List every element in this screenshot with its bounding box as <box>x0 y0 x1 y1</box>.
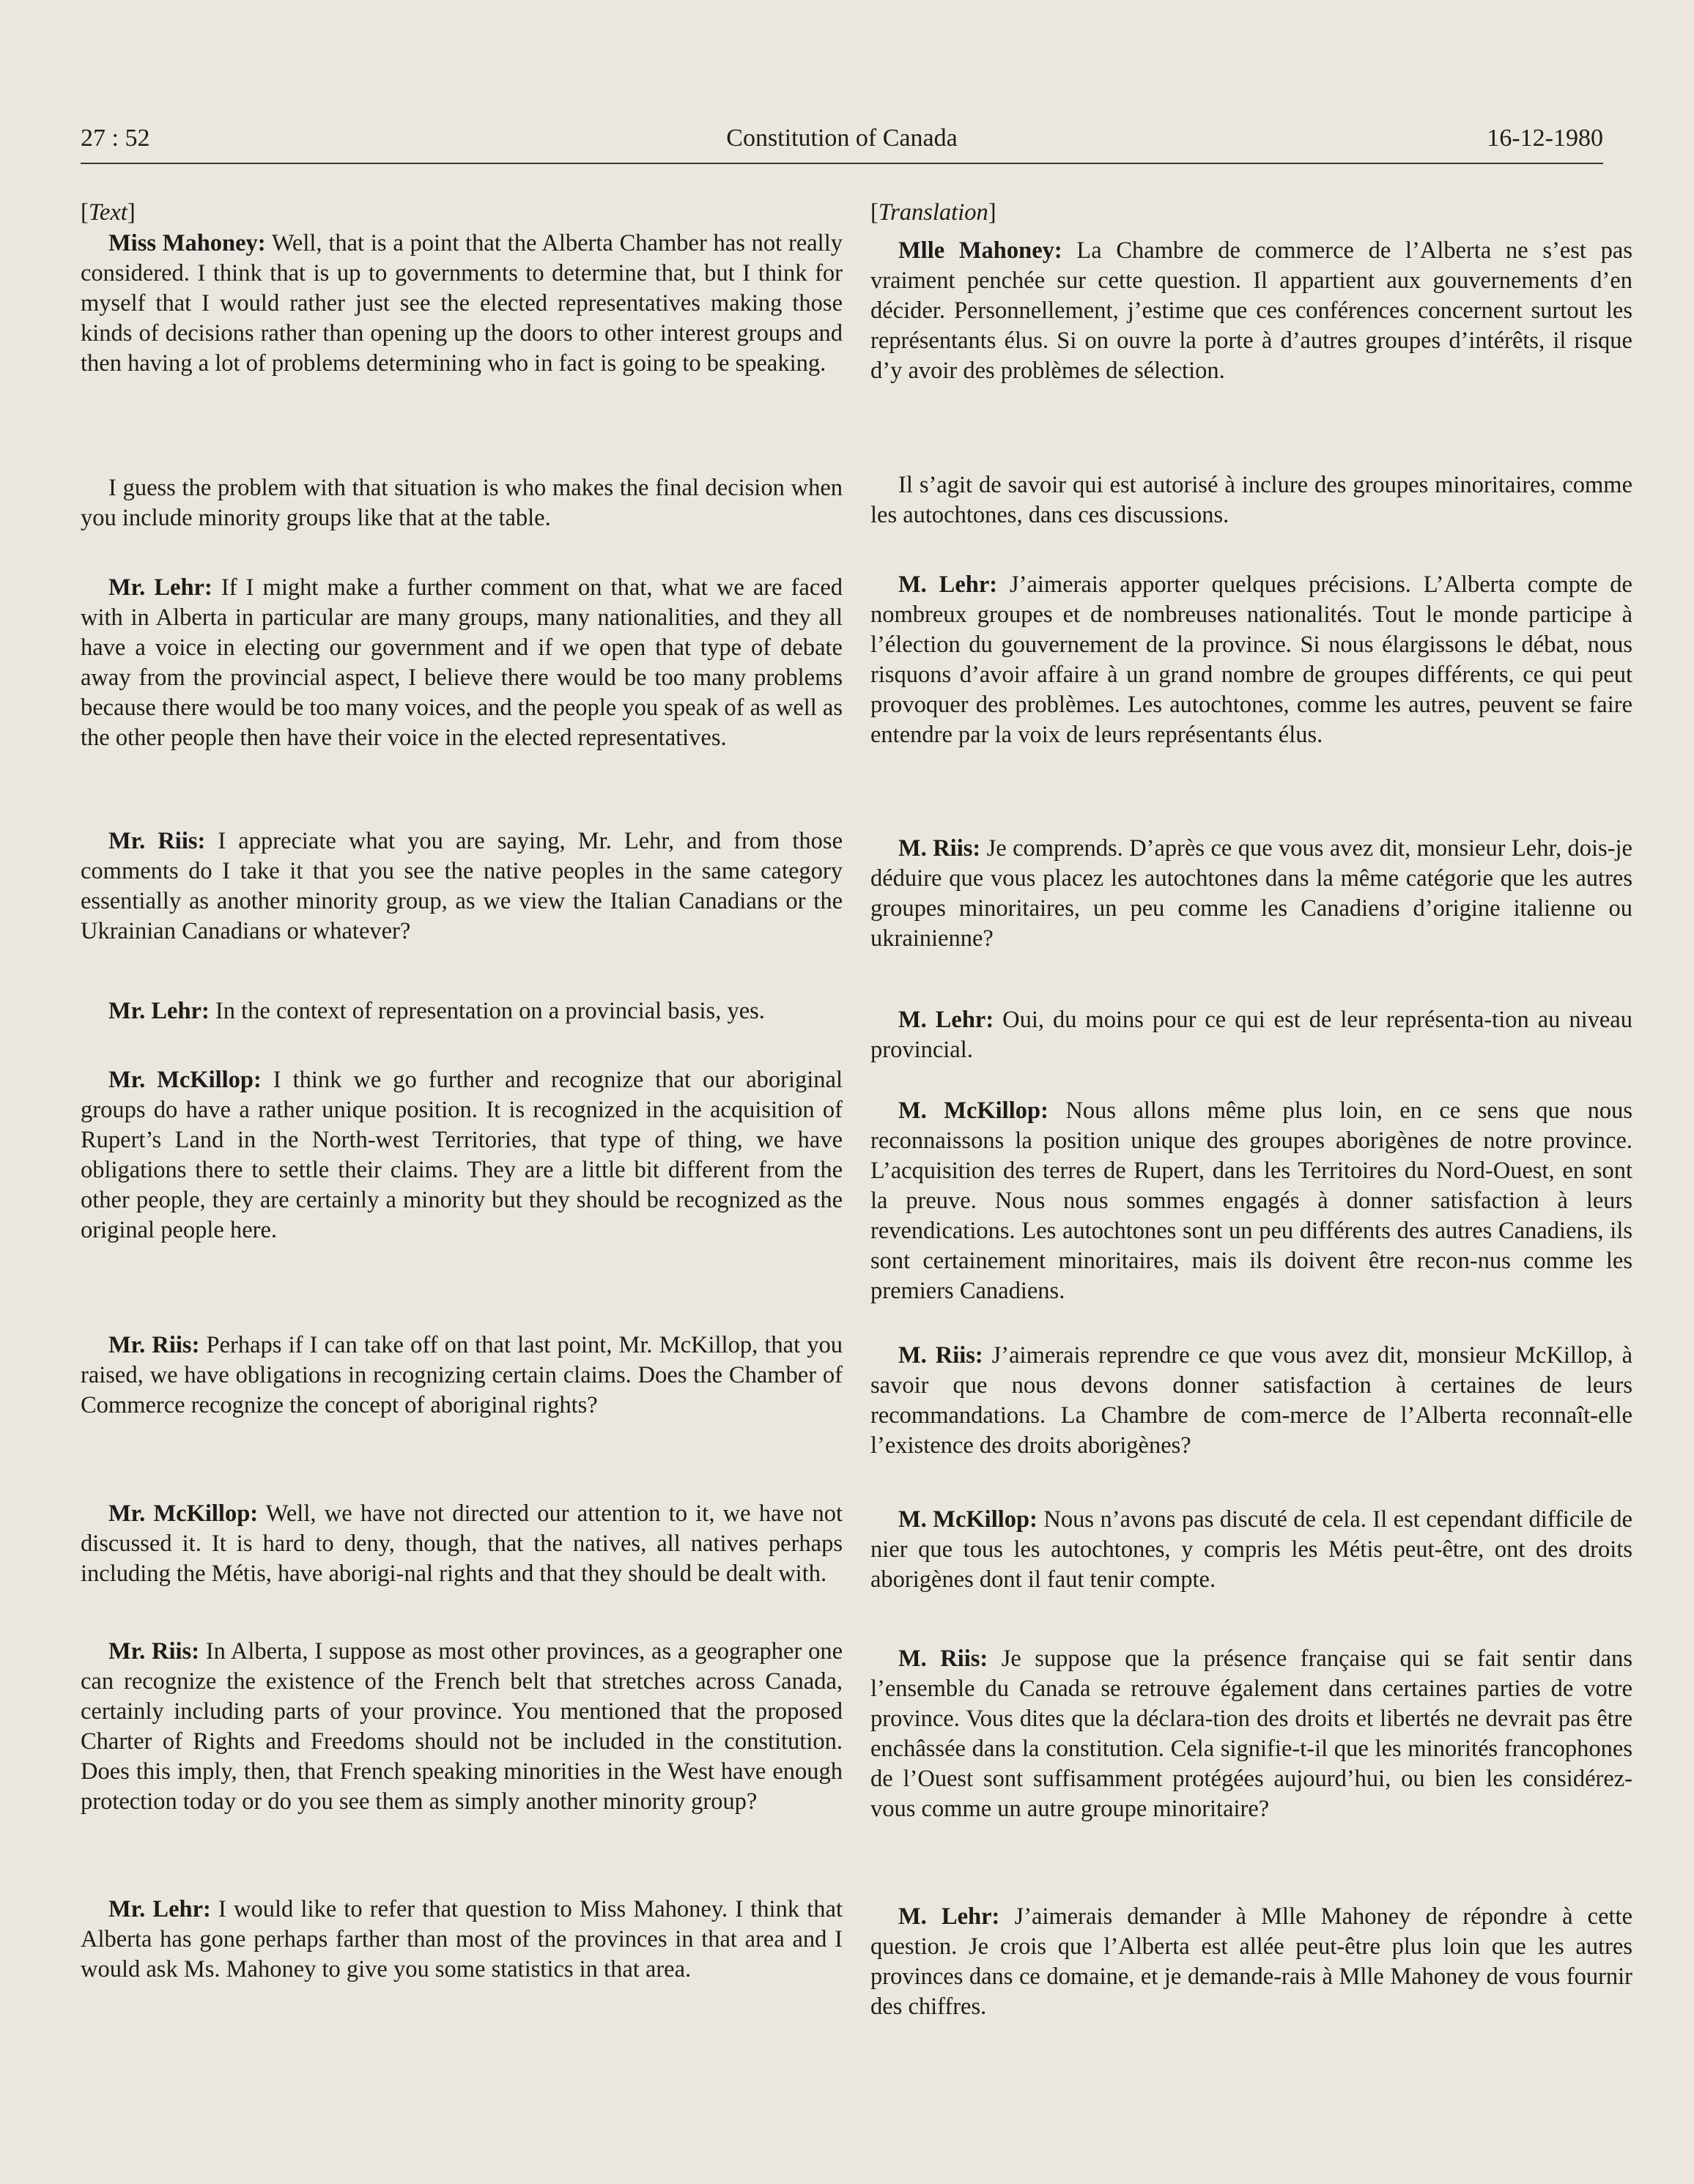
paragraph <box>81 229 843 379</box>
speaker-name: Mr. Lehr: <box>108 574 212 601</box>
speaker-name: Mr. McKillop: <box>108 1500 259 1527</box>
paragraph-text: Il s’agit de savoir qui est autorisé à inclure des groupes minoritaires, comme les autochtones, dans ces discussions. <box>870 472 1632 528</box>
speaker-name: Mr. Riis: <box>108 1638 200 1665</box>
speaker-name: Mr. Riis: <box>108 828 206 854</box>
speaker-name: Mlle Mahoney: <box>898 237 1062 264</box>
paragraph <box>81 473 843 533</box>
paragraph <box>870 1096 1632 1306</box>
speaker-name: M. Lehr: <box>898 1007 994 1033</box>
paragraph-text: In Alberta, I suppose as most other provinces, as a geographer one can recognize the existence of the French belt that stretches across Canada, certainly including parts of your province. You mentioned that the proposed Charter of Rights and Freedoms should not be included in the constitution. Does this imply, then, that French speaking minorities in the West have enough protection today or do you see them as simply another minority group? <box>81 1638 843 1815</box>
paragraph <box>870 1644 1632 1824</box>
speaker-name: M. Lehr: <box>898 571 998 598</box>
paragraph <box>870 1341 1632 1461</box>
speaker-name: M. Riis: <box>898 1342 983 1369</box>
paragraph-text: Je comprends. D’après ce que vous avez dit, monsieur Lehr, dois-je déduire que vous placez les autochtones dans la même catégorie que les autres groupes minoritaires, un peu comme les Canadiens d’origine italienne ou ukrainienne? <box>870 835 1632 952</box>
paragraph <box>870 1902 1632 2022</box>
speaker-name: M. Riis: <box>898 835 981 862</box>
paragraph <box>81 1065 843 1245</box>
speaker-name: Mr. McKillop: <box>108 1067 262 1093</box>
paragraph <box>870 236 1632 386</box>
paragraph <box>870 1505 1632 1595</box>
paragraph <box>870 470 1632 530</box>
paragraph-text: J’aimerais apporter quelques précisions. L’Alberta compte de nombreux groupes et de nombreuses nationalités. Tout le monde participe à l’élection du gouvernement de la province. Si nous élargissons le débat, nous risquons d’avoir affaire à un grand nombre de groupes différents, ce qui peut provoquer des problèmes. Les autochtones, comme les autres, peuvent se faire entendre par la voix de leurs représentants élus. <box>870 571 1632 748</box>
paragraph-text: J’aimerais reprendre ce que vous avez dit, monsieur McKillop, à savoir que nous devons donner satisfaction à certaines de leurs recommandations. La Chambre de com-merce de l’Alberta reconnaît-elle l’existence des droits aborigènes? <box>870 1342 1632 1459</box>
paragraph-text: Nous n’avons pas discuté de cela. Il est cependant difficile de nier que tous les autochtones, y compris les Métis peut-être, ont des droits aborigènes dont il faut tenir compte. <box>870 1506 1632 1593</box>
paragraph <box>81 573 843 753</box>
running-title: Constitution of Canada <box>726 125 958 152</box>
paragraph-text: If I might make a further comment on that, what we are faced with in Alberta in particular are many groups, many nationalities, and they all have a voice in electing our government and if we open that type of debate away from the provincial aspect, I believe there would be too many problems because there would be too many voices, and the people you speak of as well as the other people then have their voice in the elected representatives. <box>81 574 843 751</box>
column-tag: [Text] <box>81 199 136 226</box>
paragraph-text: I think we go further and recognize that our aboriginal groups do have a rather unique position. It is recognized in the acquisition of Rupert’s Land in the North-west Territories, that type of thing, we have obligations there to settle their claims. They are a little bit different from the other people, they are certainly a minority but they should be recognized as the original people here. <box>81 1067 843 1243</box>
header-date: 16-12-1980 <box>1487 125 1603 152</box>
paragraph <box>870 834 1632 954</box>
paragraph-text: Perhaps if I can take off on that last point, Mr. McKillop, that you raised, we have obligations in recognizing certain claims. Does the Chamber of Commerce recognize the concept of aboriginal rights? <box>81 1332 843 1418</box>
paragraph-text: Oui, du moins pour ce qui est de leur représenta-tion au niveau provincial. <box>870 1007 1632 1063</box>
speaker-name: M. McKillop: <box>898 1097 1048 1124</box>
paragraph-text: Nous allons même plus loin, en ce sens que nous reconnaissons la position unique des groupes aborigènes de notre province. L’acquisition des terres de Rupert, dans les Territoires du Nord-Ouest, en sont la preuve. Nous nous sommes engagés à donner satisfaction à leurs revendications. Les autochtones sont un peu différents des autres Canadiens, ils sont certainement minoritaires, mais ils doivent être recon-nus comme les premiers Canadiens. <box>870 1097 1633 1304</box>
paragraph <box>81 1637 843 1817</box>
paragraph-text: In the context of representation on a provincial basis, yes. <box>209 998 765 1024</box>
speaker-name: Miss Mahoney: <box>108 230 266 256</box>
paragraph-text: Well, we have not directed our attention to it, we have not discussed it. It is hard to deny, though, that the natives, all natives perhaps including the Métis, have aborigi-nal rights and that they should be dealt with. <box>81 1500 843 1587</box>
page-number: 27 : 52 <box>81 125 150 152</box>
paragraph-text: I would like to refer that question to Miss Mahoney. I think that Alberta has gone perhaps farther than most of the provinces in that area and I would ask Ms. Mahoney to give you some statistics in that area. <box>81 1896 843 1983</box>
paragraph <box>81 1499 843 1589</box>
paragraph <box>870 570 1632 750</box>
paragraph-text: Well, that is a point that the Alberta Chamber has not really considered. I think that is up to governments to determine that, but I think for myself that I would rather just see the elected representatives making those kinds of decisions rather than opening up the doors to other interest groups and then having a lot of problems determining who in fact is going to be speaking. <box>81 230 843 377</box>
header-rule <box>81 163 1603 164</box>
paragraph <box>81 996 843 1026</box>
paragraph-text: J’aimerais demander à Mlle Mahoney de répondre à cette question. Je crois que l’Alberta est allée peut-être plus loin que les autres provinces dans ce domaine, et je demande-rais à Mlle Mahoney de vous fournir des chiffres. <box>870 1903 1632 2020</box>
column-tag-label: Translation <box>878 199 988 226</box>
speaker-name: M. Lehr: <box>898 1903 1000 1930</box>
speaker-name: Mr. Riis: <box>108 1332 200 1358</box>
paragraph <box>870 1005 1632 1065</box>
speaker-name: Mr. Lehr: <box>108 998 210 1024</box>
paragraph-text: La Chambre de commerce de l’Alberta ne s’est pas vraiment penchée sur cette question. Il appartient aux gouvernements d’en décider. Personnellement, j’estime que ces conférences concernent surtout les représentants élus. Si on ouvre la porte à d’autres groupes d’intérêts, il risque d’y avoir des problèmes de sélection. <box>870 237 1632 384</box>
paragraph-text: I guess the problem with that situation is who makes the final decision when you include minority groups like that at the table. <box>81 475 843 531</box>
paragraph <box>81 1330 843 1421</box>
paragraph-text: Je suppose que la présence française qui se fait sentir dans l’ensemble du Canada se retrouve également dans certaines parties de votre province. Vous dites que la déclara-tion des droits et libertés ne devrait pas être enchâssée dans la constitution. Cela signifie-t-il que les minorités francophones de l’Ouest sont suffisamment protégées aujourd’hui, ou bien les considérez-vous comme un autre groupe minoritaire? <box>870 1646 1632 1822</box>
column-tag-label: Text <box>88 199 127 226</box>
speaker-name: Mr. Lehr: <box>108 1896 211 1922</box>
column-tag: [Translation] <box>870 199 996 226</box>
speaker-name: M. McKillop: <box>898 1506 1038 1533</box>
page-header <box>81 125 1603 160</box>
paragraph <box>81 1895 843 1985</box>
speaker-name: M. Riis: <box>898 1646 988 1672</box>
paragraph-text: I appreciate what you are saying, Mr. Lehr, and from those comments do I take it that you see the native peoples in the same category essentially as another minority group, as we view the Italian Canadians or the Ukrainian Canadians or whatever? <box>81 828 843 944</box>
paragraph <box>81 826 843 947</box>
